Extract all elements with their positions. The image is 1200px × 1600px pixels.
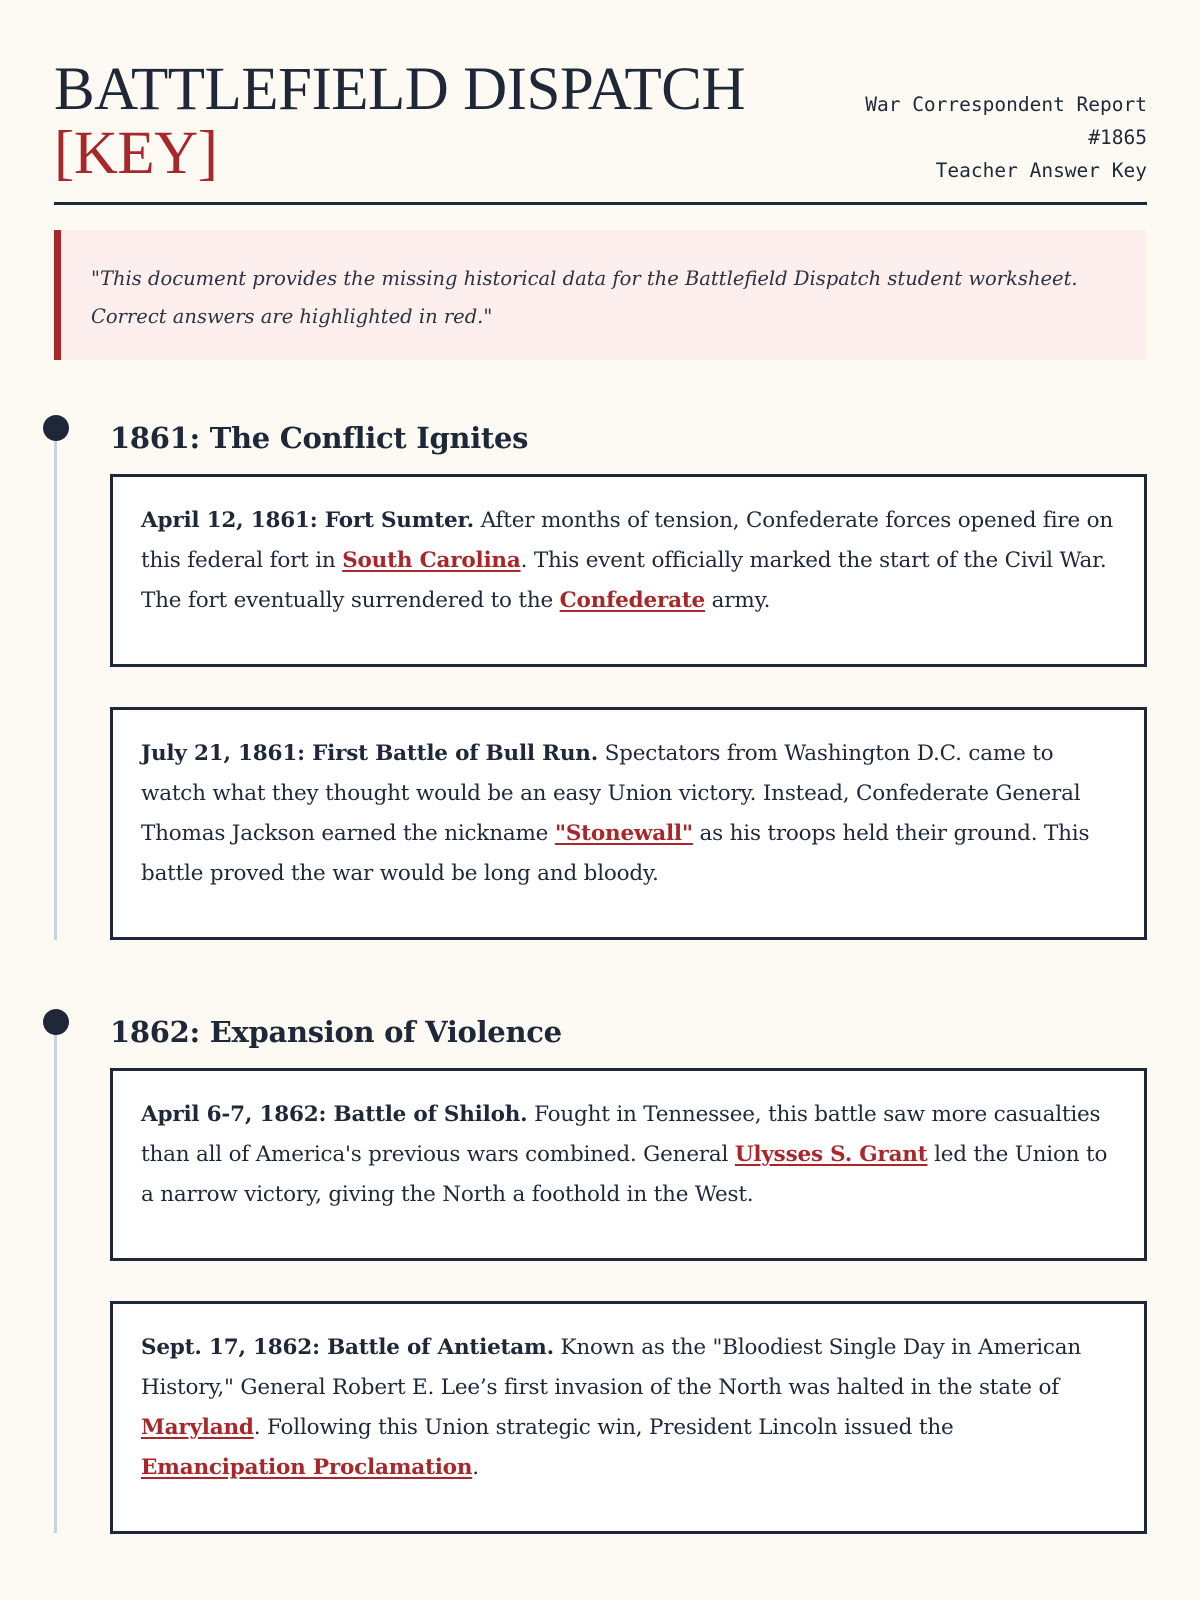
section-title-1861: 1861: The Conflict Ignites [110,421,529,455]
key-label: [KEY] [54,120,218,187]
report-type: War Correspondent Report [865,93,1147,116]
entry-text: Fought in Tennessee, this battle saw more casualties than all of America's previous wars combined. General [141,1102,1101,1167]
answer-key-label: Teacher Answer Key [935,159,1147,182]
entry-fort-sumter [110,474,1147,667]
entry-bull-run [110,707,1147,940]
entry-text: army. [705,588,771,613]
intro-note-text: "This document provides the missing historical data for the Battlefield Dispatch student worksheet. Correct answers are highlighted in red." [91,267,1078,328]
answer-confederate: Confederate [559,588,706,613]
entry-text: Spectators from Washington D.C. came to watch what they thought would be an easy Union victory. Instead, Confederate General Thomas Jackson earned the nickname [141,741,1081,846]
timeline-dot-1861 [43,415,69,441]
timeline-dot-1862 [43,1009,69,1035]
answer-maryland: Maryland [141,1415,254,1440]
timeline-line-1862 [54,1022,57,1533]
entry-text: . Following this Union strategic win, President Lincoln issued the [253,1415,954,1440]
report-number: #1865 [1088,126,1147,149]
entry-text: as his troops held their ground. This battle proved the war would be long and bloody. [141,821,1090,886]
entry-text: . [472,1455,479,1480]
report-meta [837,88,1147,187]
section-title-1862: 1862: Expansion of Violence [110,1015,562,1049]
answer-ulysses-s-grant: Ulysses S. Grant [734,1142,928,1167]
answer-south-carolina: South Carolina [342,548,521,573]
entry-lead: July 21, 1861: First Battle of Bull Run. [141,741,598,766]
entry-text: Known as the "Bloodiest Single Day in American History," General Robert E. Lee’s first invasion of the North was halted in the state of [141,1335,1082,1400]
entry-text: After months of tension, Confederate forces opened fire on this federal fort in [141,508,1113,573]
entry-lead: April 12, 1861: Fort Sumter. [141,508,474,533]
entry-lead: April 6-7, 1862: Battle of Shiloh. [141,1102,528,1127]
answer-emancipation-proclamation: Emancipation Proclamation [141,1455,473,1480]
answer-stonewall: "Stonewall" [554,821,693,846]
worksheet-page [54,0,1147,1600]
entry-lead: Sept. 17, 1862: Battle of Antietam. [141,1335,554,1360]
entry-text: . This event officially marked the start of the Civil War. The fort eventually surrendered to the [141,548,1107,613]
header [54,52,1147,205]
entry-shiloh [110,1068,1147,1261]
title-text: BATTLEFIELD DISPATCH [54,56,745,123]
entry-antietam [110,1301,1147,1534]
timeline-line-1861 [54,428,57,940]
intro-note [54,230,1147,360]
page-title [54,58,745,186]
entry-text: led the Union to a narrow victory, giving the North a foothold in the West. [141,1142,1108,1207]
